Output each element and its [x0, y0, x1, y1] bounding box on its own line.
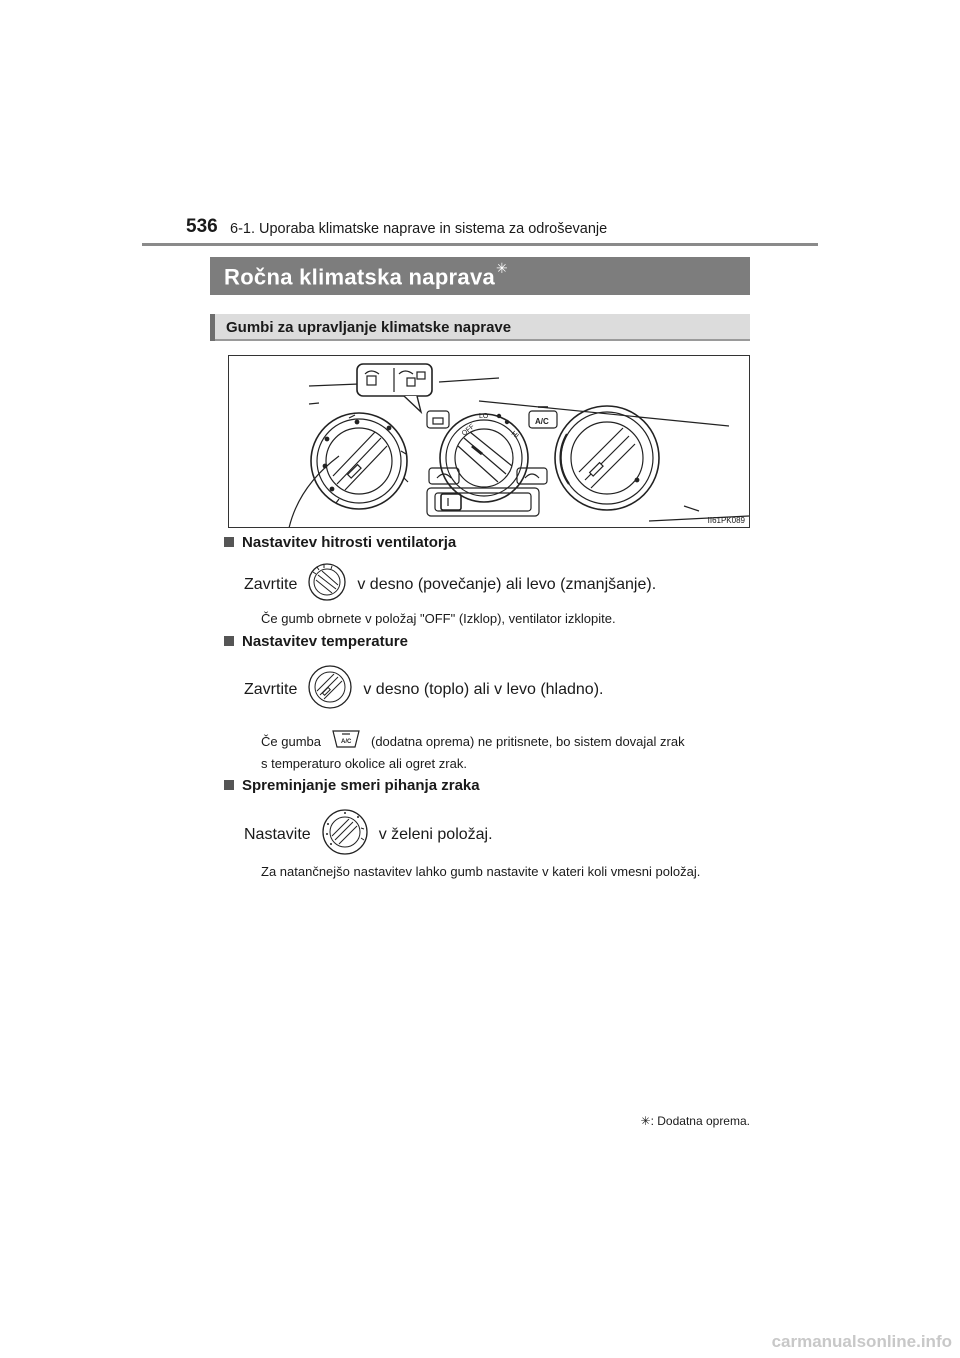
control-panel-figure — [228, 355, 750, 528]
temperature-knob-icon — [307, 664, 353, 715]
subsection-header — [210, 314, 750, 341]
heading-temperature-text: Nastavitev temperature — [242, 633, 408, 650]
subsection-title: Gumbi za upravljanje klimatske naprave — [226, 319, 512, 336]
header-rule — [142, 243, 818, 246]
footnote-star-icon: ✳ — [640, 1114, 651, 1128]
temperature-note-line1 — [261, 729, 685, 754]
section-title — [210, 257, 750, 295]
knob-label-off: OFF — [460, 423, 477, 438]
section-title-text: Ročna klimatska naprava — [224, 264, 496, 290]
bullet-square — [224, 780, 234, 790]
temperature-note-post: (dodatna oprema) ne pritisnete, bo sistem dovajal zrak — [370, 734, 685, 749]
footnote — [641, 1114, 750, 1128]
heading-fan-speed — [224, 534, 456, 551]
ac-button-icon — [331, 729, 361, 754]
knob-label-hi: HI — [509, 430, 520, 441]
heading-temperature — [224, 633, 408, 650]
fan-note: Če gumb obrnete v položaj "OFF" (Izklop), ventilator izklopite. — [261, 611, 616, 626]
airflow-instruction-pre: Nastavite — [244, 825, 311, 843]
ac-icon-label: A/C — [340, 739, 352, 745]
page-number: 536 — [186, 216, 218, 237]
temperature-instruction-pre: Zavrtite — [244, 680, 298, 698]
fan-instruction-post: v desno (povečanje) ali levo (zmanjšanje). — [357, 575, 657, 593]
temperature-instruction — [244, 664, 603, 715]
control-panel-illustration — [229, 356, 750, 528]
fan-knob-icon — [307, 562, 347, 607]
bullet-square — [224, 537, 234, 547]
temperature-note-line2: s temperaturo okolice ali ogret zrak. — [261, 756, 467, 771]
knob-label-lo: LO — [479, 413, 489, 420]
airflow-knob-icon — [321, 808, 369, 861]
heading-airflow-text: Spreminjanje smeri pihanja zraka — [242, 777, 480, 794]
fan-instruction-pre: Zavrtite — [244, 575, 298, 593]
airflow-instruction-post: v želeni položaj. — [378, 825, 493, 843]
figure-code: II61PK089 — [707, 516, 745, 525]
footnote-text: : Dodatna oprema. — [650, 1114, 750, 1128]
heading-fan-speed-text: Nastavitev hitrosti ventilatorja — [242, 534, 457, 551]
heading-airflow — [224, 777, 480, 794]
airflow-instruction — [244, 808, 493, 861]
temperature-note-pre: Če gumba — [261, 734, 321, 749]
watermark: carmanualsonline.info — [771, 1332, 952, 1351]
running-header: 6-1. Uporaba klimatske naprave in sistema za odroševanje — [230, 221, 608, 237]
bullet-square — [224, 636, 234, 646]
ac-button-label: A/C — [535, 417, 549, 426]
optional-equipment-mark: ✳ — [496, 260, 509, 276]
subsection-bar — [210, 314, 215, 341]
fan-instruction — [244, 562, 656, 607]
airflow-note: Za natančnejšo nastavitev lahko gumb nastavite v kateri koli vmesni položaj. — [261, 864, 701, 879]
temperature-instruction-post: v desno (toplo) ali v levo (hladno). — [363, 680, 604, 698]
